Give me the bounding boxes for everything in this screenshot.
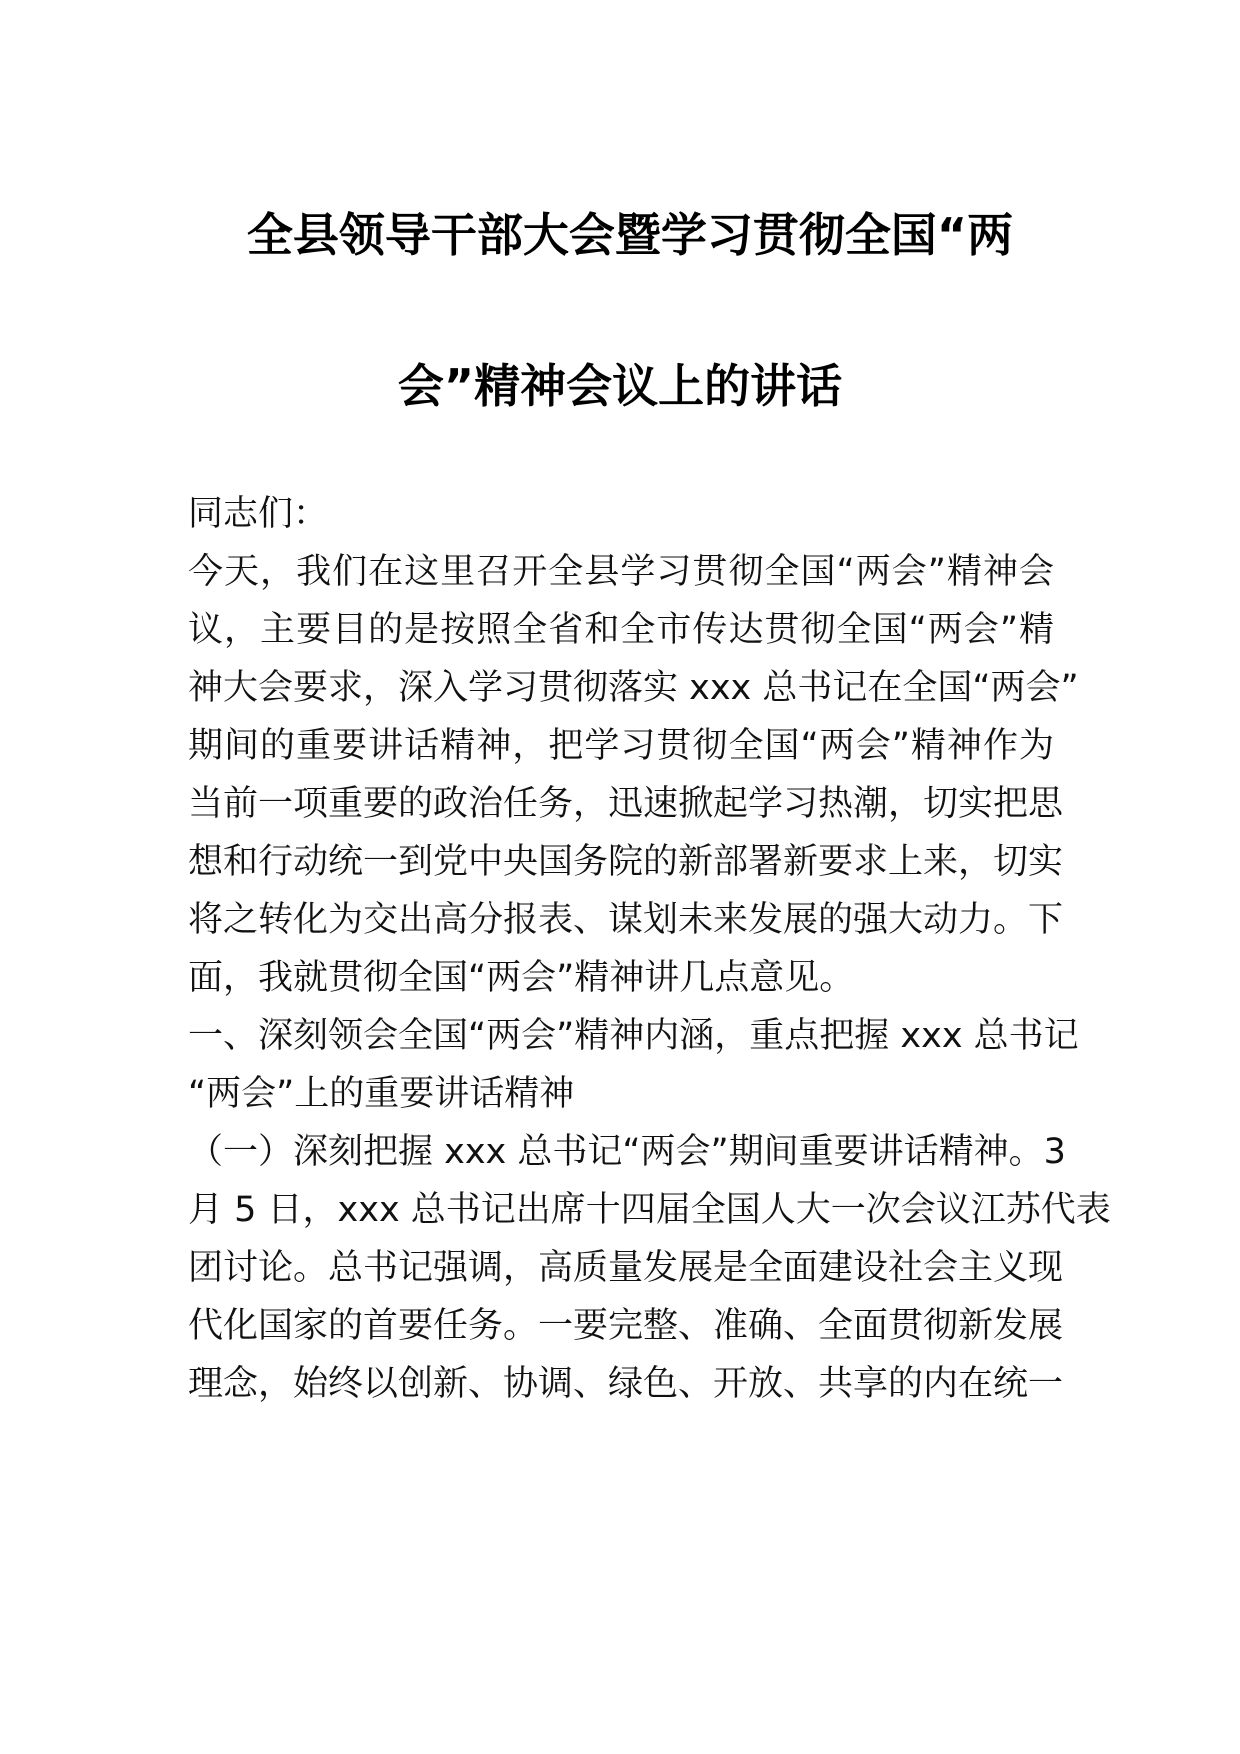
body-line: 代化国家的首要任务。一要完整、准确、全面贯彻新发展 [188, 1306, 1064, 1346]
body-line: 面，我就贯彻全国“两会”精神讲几点意见。 [188, 958, 855, 998]
body-line: 当前一项重要的政治任务，迅速掀起学习热潮，切实把思 [188, 784, 1064, 824]
body-line: 月 5 日，xxx 总书记出席十四届全国人大一次会议江苏代表 [188, 1190, 1111, 1230]
body-line: 今天，我们在这里召开全县学习贯彻全国“两会”精神会 [188, 552, 1054, 592]
subsection-heading-line: （一）深刻把握 xxx 总书记“两会”期间重要讲话精神。3 [188, 1132, 1066, 1172]
body-line: 团讨论。总书记强调，高质量发展是全面建设社会主义现 [188, 1248, 1064, 1288]
body-line: 理念，始终以创新、协调、绿色、开放、共享的内在统一 [188, 1364, 1064, 1404]
salutation: 同志们： [188, 494, 329, 534]
section-heading-line: “两会”上的重要讲话精神 [188, 1074, 575, 1114]
body-line: 神大会要求，深入学习贯彻落实 xxx 总书记在全国“两会” [188, 668, 1079, 708]
body-line: 期间的重要讲话精神，把学习贯彻全国“两会”精神作为 [188, 726, 1054, 766]
body-line: 议，主要目的是按照全省和全市传达贯彻全国“两会”精 [188, 610, 1054, 650]
body-line: 想和行动统一到党中央国务院的新部署新要求上来，切实 [188, 842, 1064, 882]
document-title-line-1: 全县领导干部大会暨学习贯彻全国“两 [246, 208, 1014, 262]
section-heading-line: 一、深刻领会全国“两会”精神内涵，重点把握 xxx 总书记 [188, 1016, 1079, 1056]
body-line: 将之转化为交出高分报表、谋划未来发展的强大动力。下 [188, 900, 1064, 940]
document-title-line-2: 会”精神会议上的讲话 [397, 359, 843, 413]
